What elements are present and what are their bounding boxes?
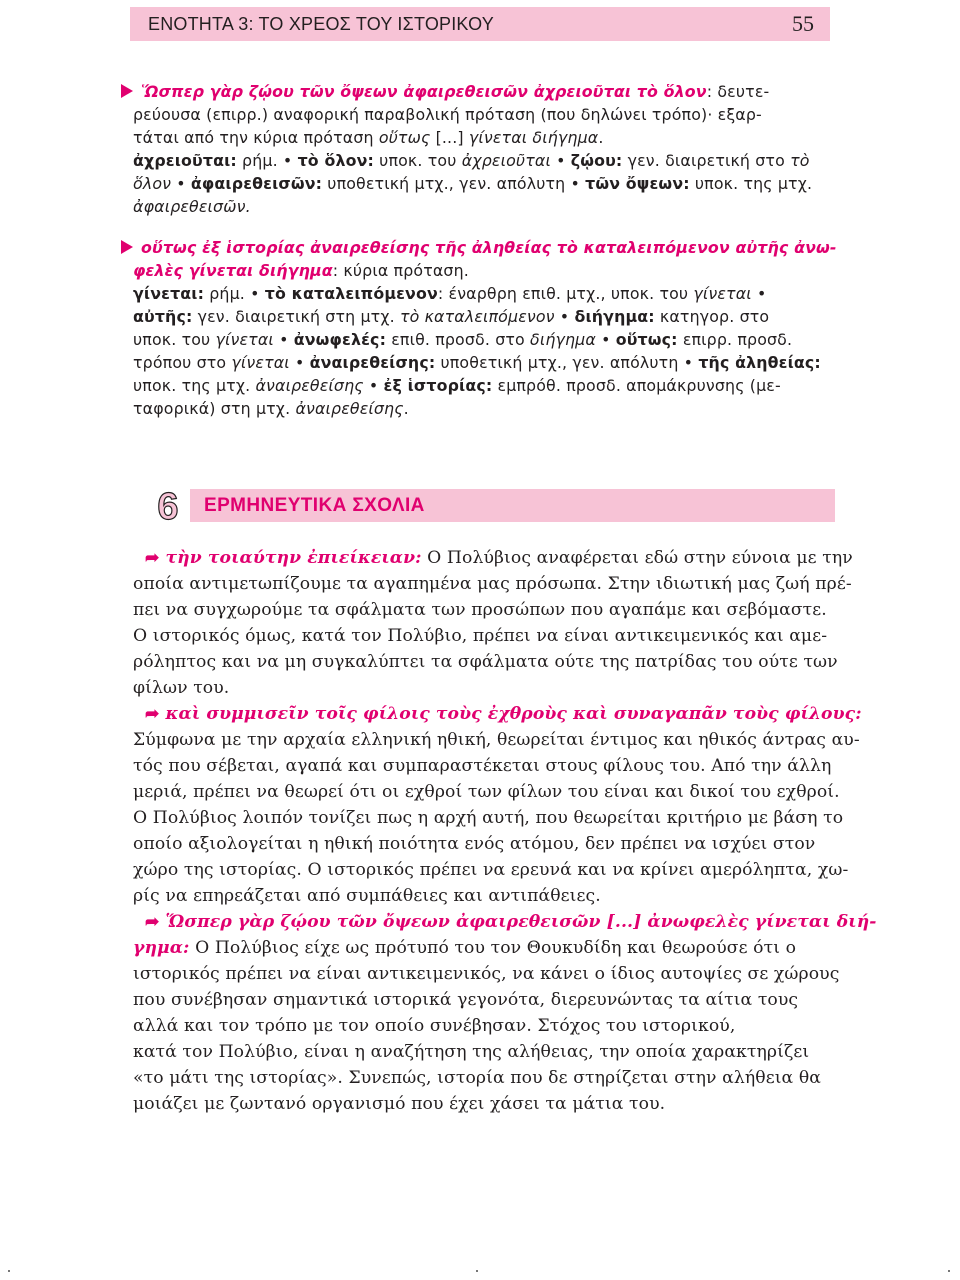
- analysis-line: [133, 282, 833, 305]
- term: τῆς ἀληθείας:: [698, 353, 821, 372]
- text: υποκ. του: [133, 330, 216, 349]
- comment-line: [145, 909, 877, 935]
- lemma: Ὥσπερ γὰρ ζῴου τῶν ὄψεων ἀφαιρεθεισῶν [...] ἀνωφελὲς γίνεται διή-: [165, 912, 877, 932]
- text: •: [554, 307, 575, 326]
- analysis-line: [133, 149, 833, 172]
- text: τρόπου στο: [133, 353, 232, 372]
- comment-line: οποίο αξιολογείται η ηθική ποιότητα ενός ατόμου, δεν πρέπει να ισχύει στον: [133, 834, 816, 854]
- lemma: οὕτως ἐξ ἱστορίας ἀναιρεθείσης τῆς ἀληθείας τὸ καταλειπόμενον αὐτῆς ἀνω-: [141, 238, 837, 257]
- page-header: [130, 7, 830, 41]
- text: ταφορικά) στη μτχ.: [133, 399, 296, 418]
- comment-line: οποία αντιμετωπίζουμε τα αγαπημένα μας πρόσωπα. Στην ιδιωτική μας ζωή πρέ-: [133, 574, 852, 594]
- text: : έναρθρη επιθ. μτχ., υποκ. του: [437, 284, 694, 303]
- term: διήγημα: [530, 330, 596, 349]
- comment-line: ιστορικός πρέπει να είναι αντικειμενικός, να κάνει ο ίδιος αυτοψίες σε χώρους: [133, 964, 840, 984]
- term: οὕτως:: [615, 330, 678, 349]
- triangle-bullet-icon: [121, 84, 133, 98]
- text: •: [595, 330, 616, 349]
- comment-line: αλλά και τον τρόπο με τον οποίο συνέβησαν. Στόχος του ιστορικού,: [133, 1016, 736, 1036]
- scan-dot: [8, 1270, 10, 1272]
- term: τὸ καταλειπόμενον: [399, 307, 555, 326]
- text: επιρρ. προσδ.: [677, 330, 793, 349]
- term: γίνεται:: [133, 284, 205, 303]
- text: : δευτε-: [706, 82, 770, 101]
- text: επιθ. προσδ. στο: [386, 330, 531, 349]
- lemma: φελὲς γίνεται διήγημα: [133, 261, 333, 280]
- term: ζῴου:: [570, 151, 623, 170]
- comment-line: Ο Πολύβιος λοιπόν τονίζει πως η αρχή αυτή, που θεωρείται κριτήριο με βάση το: [133, 808, 844, 828]
- comment-line: «το μάτι της ιστορίας». Συνεπώς, ιστορία που δε στηρίζεται στην αλήθεια θα: [133, 1068, 821, 1088]
- comment-line: που συνέβησαν σημαντικά ιστορικά γεγονότα, διερευνώντας τα αίτια τους: [133, 990, 799, 1010]
- text: •: [363, 376, 384, 395]
- term: ἐξ ἱστορίας:: [383, 376, 493, 395]
- text: •: [550, 151, 571, 170]
- comment-line: ρόληπτος και να μη συγκαλύπτει τα σφάλματα ούτε της πατρίδας του ούτε των: [133, 652, 838, 672]
- analysis-line: [121, 80, 833, 103]
- text: εμπρόθ. προσδ. απομάκρυνσης (με-: [492, 376, 781, 395]
- analysis-line: [133, 172, 833, 195]
- analysis-line: ρεύουσα (επιρρ.) αναφορική παραβολική πρόταση (που δηλώνει τρόπο)· εξαρ-: [133, 105, 762, 124]
- page-number: 55: [792, 11, 814, 36]
- section-badge-graphic: [148, 484, 188, 526]
- text: υποκ. της μτχ.: [689, 174, 813, 193]
- term: τῶν ὄψεων:: [585, 174, 690, 193]
- analysis-line: [133, 397, 833, 420]
- text: ρήμ. •: [204, 284, 265, 303]
- comment-line: μοιάζει με ζωντανό οργανισμό που έχει χάσει τα μάτια του.: [133, 1094, 666, 1114]
- text: [...]: [430, 128, 469, 147]
- comment-line: πει να συγχωρούμε τα σφάλματα των προσώπων που αγαπάμε και σεβόμαστε.: [133, 600, 827, 620]
- comment-line: [145, 701, 862, 727]
- text: •: [289, 353, 310, 372]
- comment-line: φίλων του.: [133, 678, 230, 698]
- comment-line: Σύμφωνα με την αρχαία ελληνική ηθική, θεωρείται έντιμος και ηθικός άντρας αυ-: [133, 730, 860, 750]
- text: .: [598, 128, 604, 147]
- analysis-line: [133, 374, 833, 397]
- term: τὸ καταλειπόμενον: [264, 284, 438, 303]
- chapter-title: ΕΝΟΤΗΤΑ 3: ΤΟ ΧΡΕΟΣ ΤΟΥ ΙΣΤΟΡΙΚΟΥ: [148, 14, 494, 34]
- comment-line: Ο ιστορικός όμως, κατά τον Πολύβιο, πρέπει να είναι αντικειμενικός και αμε-: [133, 626, 828, 646]
- analysis-line: [133, 305, 833, 328]
- term: ἀφαιρεθεισῶν:: [190, 174, 323, 193]
- analysis-line: [133, 126, 833, 149]
- lemma: Ὥσπερ γὰρ ζῴου τῶν ὄψεων ἀφαιρεθεισῶν ἀχρειοῦται τὸ ὅλον: [141, 82, 707, 101]
- arrow-bullet-icon: ➦: [145, 704, 160, 724]
- text: γεν. διαιρετική στο: [622, 151, 791, 170]
- lemma: καὶ συμμισεῖν τοῖς φίλοις τοὺς ἐχθροὺς καὶ συναγαπᾶν τοὺς φίλους:: [165, 704, 862, 724]
- text: υποθετική μτχ., γεν. απόλυτη •: [322, 174, 586, 193]
- triangle-bullet-icon: [121, 240, 133, 254]
- term: ἀνωφελές:: [293, 330, 387, 349]
- term: ὅλον: [133, 174, 172, 193]
- text: •: [273, 330, 294, 349]
- scan-dot: [476, 1270, 478, 1272]
- term: αὐτῆς:: [133, 307, 193, 326]
- section-title: ΕΡΜΗΝΕΥΤΙΚΑ ΣΧΟΛΙΑ: [204, 495, 425, 516]
- analysis-line: ἀφαιρεθεισῶν.: [133, 197, 251, 216]
- arrow-bullet-icon: ➦: [145, 912, 160, 932]
- lemma: γημα:: [133, 938, 190, 958]
- term: ἀναιρεθείσης:: [309, 353, 436, 372]
- text: •: [171, 174, 191, 193]
- text: .: [403, 399, 409, 418]
- term: οὕτως: [378, 128, 431, 147]
- analysis-line: [121, 236, 837, 259]
- analysis-line: [133, 259, 833, 282]
- comment-line: ρίς να επηρεάζεται από συμπάθειες και αντιπάθειες.: [133, 886, 601, 906]
- text: τάται από την κύρια πρόταση: [133, 128, 379, 147]
- analysis-line: [133, 351, 833, 374]
- section-number-badge: [148, 484, 188, 526]
- term: ἀναιρεθείσης: [255, 376, 364, 395]
- text: υποθετική μτχ., γεν. απόλυτη •: [435, 353, 699, 372]
- text: Ο Πολύβιος είχε ως πρότυπό του τον Θουκυδίδη και θεωρούσε ότι ο: [189, 938, 797, 958]
- section-number: 6: [157, 486, 179, 526]
- arrow-bullet-icon: ➦: [145, 548, 160, 568]
- scan-dot: [948, 1270, 950, 1272]
- term: ἀναιρεθείσης: [295, 399, 404, 418]
- term: γίνεται: [215, 330, 274, 349]
- text: υποκ. της μτχ.: [133, 376, 256, 395]
- analysis-block-1: [133, 80, 833, 218]
- analysis-block-2: [133, 236, 837, 420]
- term: ἀχρειοῦται:: [133, 151, 237, 170]
- analysis-line: [133, 328, 833, 351]
- term: γίνεται: [693, 284, 752, 303]
- comment-line: [133, 935, 833, 961]
- comment-block-2: [133, 701, 862, 909]
- comment-line: μεριά, πρέπει να θεωρεί ότι οι εχθροί των φίλων του είναι και δικοί του εχθροί.: [133, 782, 840, 802]
- term: τὸ: [790, 151, 810, 170]
- text: Ο Πολύβιος αναφέρεται εδώ στην εύνοια με την: [421, 548, 853, 568]
- text: ρήμ. •: [236, 151, 298, 170]
- text: : κύρια πρόταση.: [332, 261, 469, 280]
- text: κατηγορ. στο: [654, 307, 770, 326]
- comment-line: τός που σέβεται, αγαπά και συμπαραστέκεται στους φίλους του. Από την άλλη: [133, 756, 832, 776]
- text: •: [751, 284, 767, 303]
- text: γεν. διαιρετική στη μτχ.: [192, 307, 400, 326]
- term: γίνεται: [231, 353, 290, 372]
- lemma: τὴν τοιαύτην ἐπιείκειαν:: [165, 548, 422, 568]
- term: διήγημα:: [574, 307, 655, 326]
- term: ἀχρειοῦται: [461, 151, 551, 170]
- comment-block-3: [133, 909, 877, 1117]
- comment-line: χώρο της ιστορίας. Ο ιστορικός πρέπει να ερευνά και να κρίνει αμερόληπτα, χω-: [133, 860, 849, 880]
- text: υποκ. του: [374, 151, 462, 170]
- comment-line: [145, 545, 853, 571]
- term: γίνεται διήγημα: [468, 128, 599, 147]
- term: τὸ ὅλον:: [297, 151, 374, 170]
- section-heading-bar: [190, 489, 835, 522]
- comment-block-1: [133, 545, 853, 701]
- comment-line: κατά τον Πολύβιο, είναι η αναζήτηση της αλήθειας, την οποία χαρακτηρίζει: [133, 1042, 810, 1062]
